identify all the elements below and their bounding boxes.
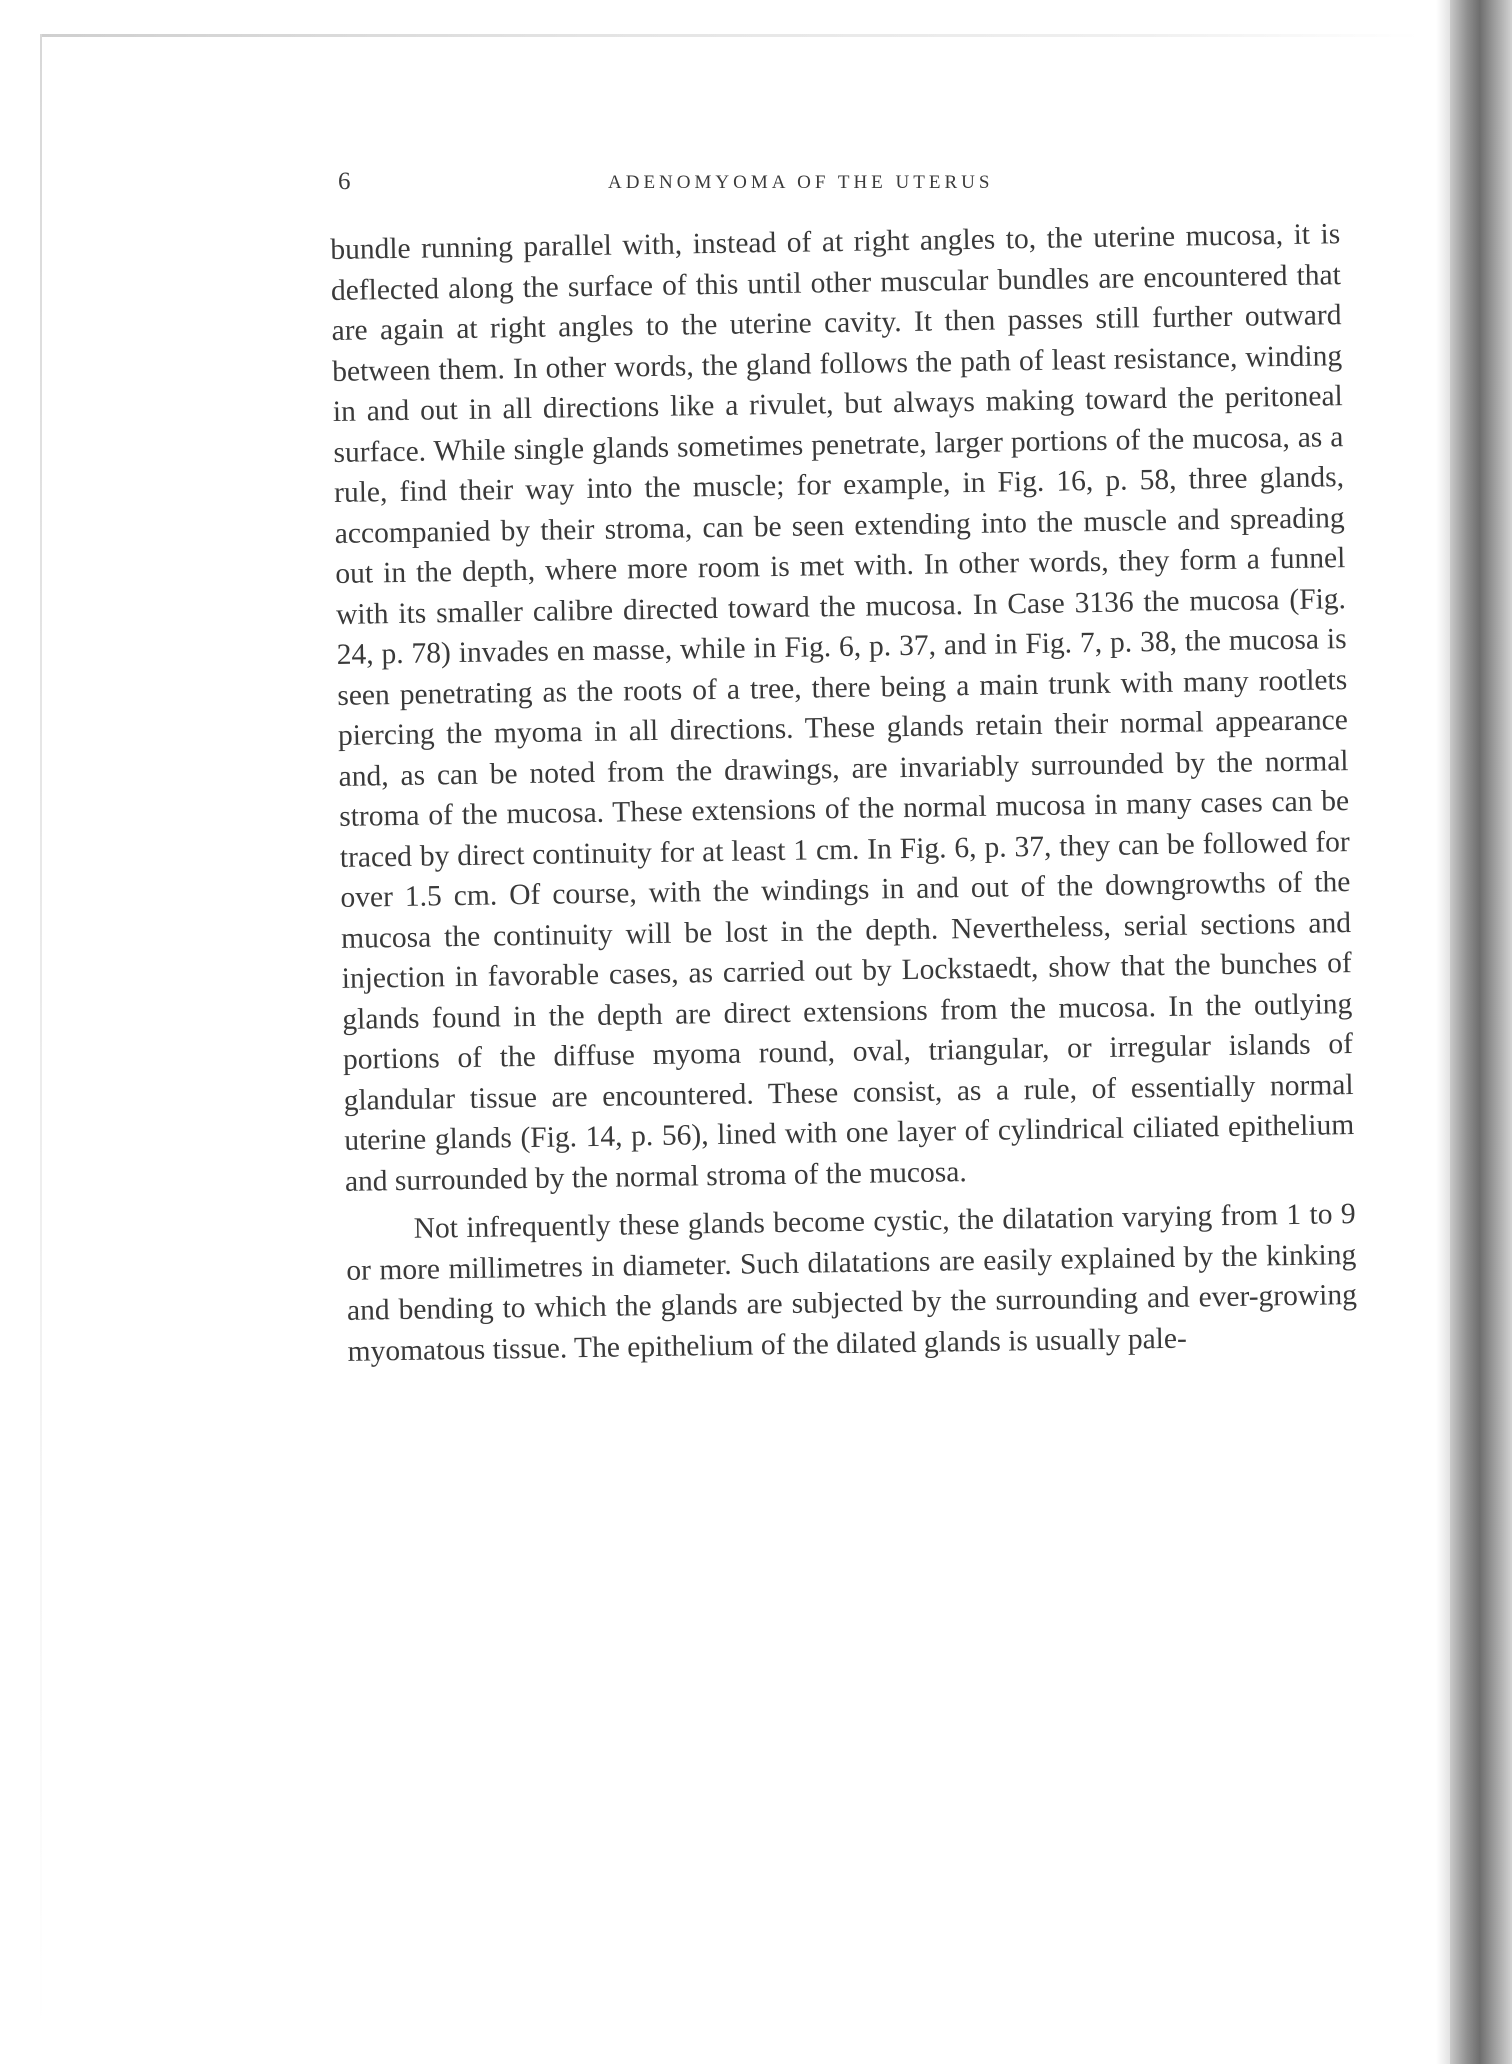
page-number: 6 (338, 168, 352, 195)
running-head (338, 168, 1340, 208)
page-content (330, 168, 1358, 1372)
body-text (330, 214, 1358, 1372)
paragraph-1: bundle running parallel with, instead of at right angles to, the uterine mucosa, it is deflected along the surface of this until other muscular bundles are encountered that are again at right angles to the uterine cavity. It then passes still further outward between them. In other words, the gland follows the path of least resistance, winding in and out in all directions like a rivulet, but always making toward the peritoneal surface. While single glands sometimes penetrate, larger portions of the mucosa, as a rule, find their way into the muscle; for example, in Fig. 16, p. 58, three glands, accompanied by their stroma, can be seen extending into the muscle and spreading out in the depth, where more room is met with. In other words, they form a funnel with its smaller calibre directed toward the mucosa. In Case 3136 the mucosa (Fig. 24, p. 78) invades en masse, while in Fig. 6, p. 37, and in Fig. 7, p. 38, the mucosa is seen penetrating as the roots of a tree, there being a main trunk with many rootlets piercing the myoma in all directions. These glands retain their normal appearance and, as can be noted from the drawings, are invariably surrounded by the normal stroma of the mucosa. These extensions of the normal mucosa in many cases can be traced by direct continuity for at least 1 cm. In Fig. 6, p. 37, they can be followed for over 1.5 cm. Of course, with the windings in and out of the downgrowths of the mucosa the continuity will be lost in the depth. Nevertheless, serial sections and injection in favorable cases, as carried out by Lockstaedt, show that the bunches of glands found in the depth are direct extensions from the mucosa. In the outlying portions of the diffuse myoma round, oval, triangular, or irregular islands of glandular tissue are encountered. These consist, as a rule, of essentially normal uterine glands (Fig. 14, p. 56), lined with one layer of cylindrical ciliated epithelium and surrounded by the normal stroma of the mucosa. (330, 218, 1355, 1198)
running-head-title: ADENOMYOMA OF THE UTERUS (608, 172, 994, 193)
page-left-edge (40, 34, 42, 2034)
paragraph-2: Not infrequently these glands become cystic, the dilatation varying from 1 to 9 or more millimetres in diameter. Such dilatations are easily explained by the kinking and bending to which the glands are subjected by the surrounding and ever-growing myomatous tissue. The epithelium of the dilated glands is usually pale- (346, 1198, 1358, 1368)
page-top-edge (40, 34, 1420, 37)
gutter-fade (1436, 0, 1450, 2064)
book-fore-edge (1450, 0, 1512, 2064)
